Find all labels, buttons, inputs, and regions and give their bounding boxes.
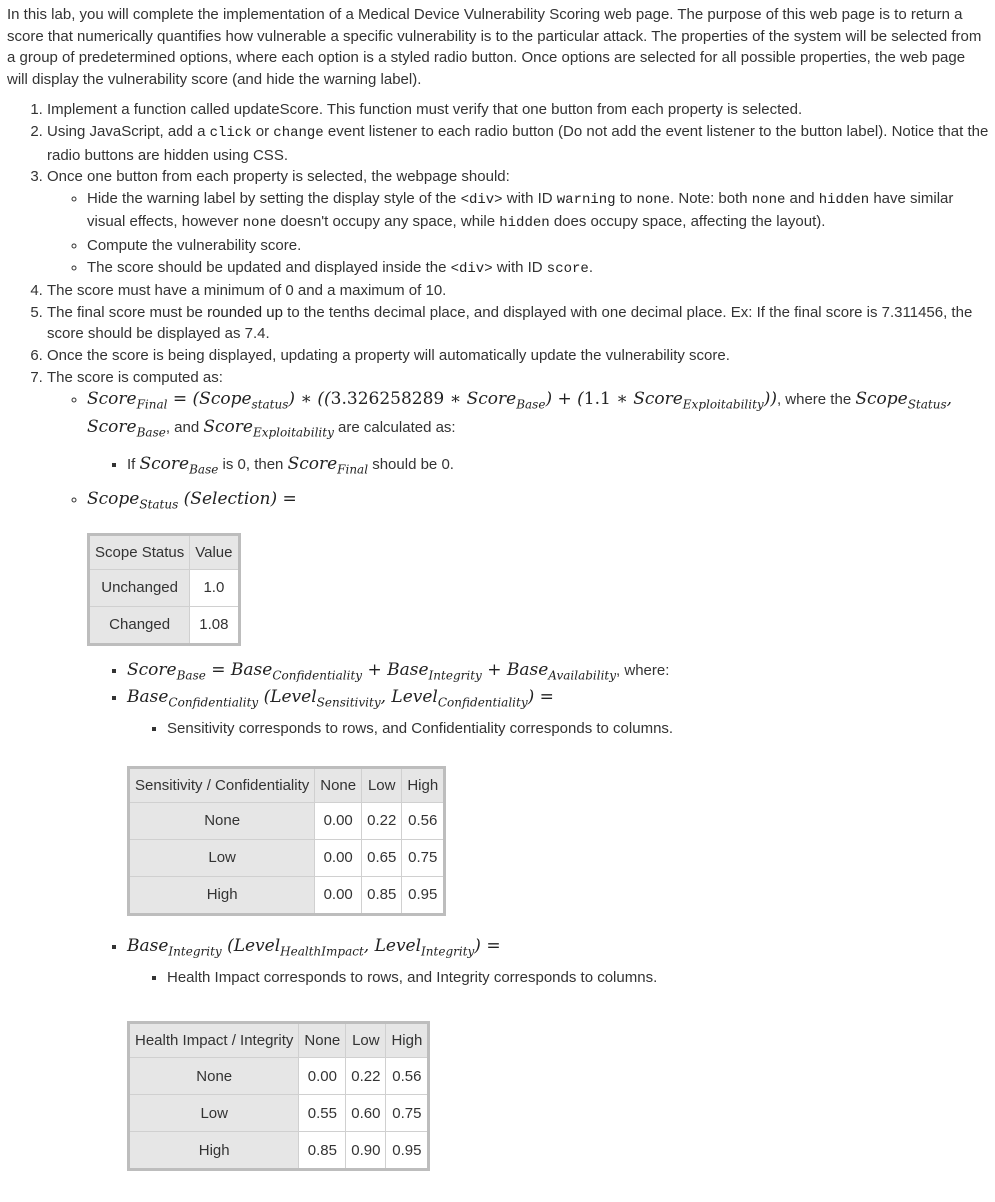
health-impact-note: ▪ Health Impact corresponds to rows, and Integrity corresponds to columns. xyxy=(167,967,989,989)
step-3-compute: ◦ Compute the vulnerability score. xyxy=(87,235,989,257)
integrity-table: Health Impact / Integrity None Low High None 0.00 0.22 0.56 Low 0.55 0.60 0.75 High 0.85 0.90 0.95 xyxy=(127,1021,430,1171)
table-row: High 0.85 0.90 0.95 xyxy=(129,1132,429,1170)
scope-status-table: Scope Status Value Unchanged 1.0 Changed 1.08 xyxy=(87,533,241,646)
table-row: Changed 1.08 xyxy=(89,607,240,645)
step-4: 4. The score must have a minimum of 0 and a maximum of 10. xyxy=(47,280,989,302)
scope-status-item xyxy=(87,489,989,1171)
table-row: Unchanged 1.0 xyxy=(89,570,240,607)
step-6: 6. Once the score is being displayed, updating a property will automatically update the vulnerability score. xyxy=(47,345,989,367)
table-row: Low 0.00 0.65 0.75 xyxy=(129,839,445,876)
zero-rule-list xyxy=(87,453,989,481)
table-row: None 0.00 0.22 0.56 xyxy=(129,1058,429,1095)
table-row: High 0.00 0.85 0.95 xyxy=(129,876,445,914)
score-base-formula: ▪ Score$_{Base}$ = Base$_{Confidentiality}$ + Base$_{Integrity}$ + Base$_{Availability}$, where: xyxy=(127,660,989,687)
step-3-hide-warning: ◦ Hide the warning label by setting the display style of the <div> with ID warning to none. Note: both none and hidden have similar visual effects, however none doesn't occupy any space, while hidden does occupy space, affecting the layout). xyxy=(87,188,989,235)
base-formulas-list xyxy=(87,660,989,1171)
step-5: 5. The final score must be rounded up to the tenths decimal place, and displayed with one decimal place. Ex: If the final score is 7.311456, the score should be displayed as 7.4. xyxy=(47,302,989,345)
sensitivity-note: ▪ Sensitivity corresponds to rows, and Confidentiality corresponds to columns. xyxy=(167,718,989,740)
formula-list xyxy=(47,388,989,1171)
step-3-display-score: ◦ The score should be updated and displayed inside the <div> with ID score. xyxy=(87,257,989,281)
intro-paragraph: In this lab, you will complete the implementation of a Medical Device Vulnerability Scoring web page. The purpose of this web page is to return a score that numerically quantifies how vulnerable a specific vulnerability is to the particular attack. The properties of the system will be selected from a group of predetermined options, where each option is a styled radio button. Once options are selected for all possible properties, the web page will display the vulnerability score (and hide the warning label). xyxy=(7,6,982,88)
base-confidentiality-item: ▪ Base$_{Confidentiality}$ (Level$_{Sensitivity}$, Level$_{Confidentiality}$) = ▪ Sensitivity corresponds to rows, and Confidentiality corresponds to columns. Sensitivity / Confidentiality None Low High None 0.00 0.22 0.56 Low 0.00 0.65 0.75 High 0.00 0.85 0.95 xyxy=(127,687,989,916)
table-row: Low 0.55 0.60 0.75 xyxy=(129,1095,429,1132)
step-3-sublist xyxy=(47,188,989,280)
step-1: 1. Implement a function called updateScore. This function must verify that one button from each property is selected. xyxy=(47,99,989,121)
step-2: 2. Using JavaScript, add a click or change event listener to each radio button (Do not add the event listener to the button label). Notice that the radio buttons are hidden using CSS. xyxy=(47,121,989,166)
final-score-math: Score$_{Final}$ = (Scope$_{status}$) ∗ ((3.326258289 ∗ Score$_{Base}$) + (1.1 ∗ Score$_{Exploitability}$)) xyxy=(87,389,777,412)
scope-status-math: Scope$_{Status}$ (Selection) = xyxy=(87,489,297,512)
table-row: None 0.00 0.22 0.56 xyxy=(129,802,445,839)
confidentiality-table: Sensitivity / Confidentiality None Low High None 0.00 0.22 0.56 Low 0.00 0.65 0.75 High 0.00 0.85 0.95 xyxy=(127,766,446,916)
step-3: 3. Once one button from each property is selected, the webpage should: ◦ Hide the warning label by setting the display style of the <div> with ID warning to none. Note: both none and hidden have similar visual effects, however none doesn't occupy any space, while hidden does occupy space, affecting the layout). ◦ Compute the vulnerability score. ◦ The score should be updated and displayed inside the <div> with ID score. xyxy=(47,166,989,280)
steps-list xyxy=(7,99,989,1171)
step-7: 7. The score is computed as: ◦ Score$_{Final}$ = (Scope$_{status}$) ∗ ((3.326258289 ∗ Score$_{Base}$) + (1.1 ∗ Score$_{Exploitability}$)), where the Scope$_{Status}$, Score$_{Base}$, and Score$_{Exploitability}$ are calculated as: ▪ If Score$_{Base}$ is 0, then Score$_{Final}$ should be 0. ◦ Scope$_{Status}$ (Selection) = Scope Status Value Unchanged 1.0 Changed 1.08 ▪ Score$_{Base}$ = Base$_{Confidentiality}$ + Base$_{Integrity}$ + Base$_{Availability}$, where: ▪ Base$_{Confidentiality}$ (Level$_{Sensitivity}$, Level$_{Confidentiality}$) = ▪ Sensitivity corresponds to rows, and Confidentiality corresponds to columns. Sensitivity / Confidentiality None Low High None 0.00 0.22 0.56 Low 0.00 0.65 0.75 High 0.00 0.85 0.95 ▪ Base$_{Integrity}$ (Level$_{HealthImpact}$, Level$_{Integrity}$) = ▪ Health Impact corresponds to rows, and Integrity corresponds to columns. Health Impact / Integrity None Low High None 0.00 0.22 0.56 Low 0.55 0.60 0.75 High 0.85 0.90 0.95 xyxy=(47,367,989,1172)
base-integrity-item: ▪ Base$_{Integrity}$ (Level$_{HealthImpact}$, Level$_{Integrity}$) = ▪ Health Impact corresponds to rows, and Integrity corresponds to columns. Health Impact / Integrity None Low High None 0.00 0.22 0.56 Low 0.55 0.60 0.75 High 0.85 0.90 0.95 xyxy=(127,936,989,1172)
final-score-formula: ◦ Score$_{Final}$ = (Scope$_{status}$) ∗ ((3.326258289 ∗ Score$_{Base}$) + (1.1 ∗ Score$_{Exploitability}$)), where the Scope$_{Status}$, Score$_{Base}$, and Score$_{Exploitability}$ are calculated as: ▪ If Score$_{Base}$ is 0, then Score$_{Final}$ should be 0. xyxy=(87,388,989,489)
zero-rule: ▪ If Score$_{Base}$ is 0, then Score$_{Final}$ should be 0. xyxy=(127,453,989,481)
